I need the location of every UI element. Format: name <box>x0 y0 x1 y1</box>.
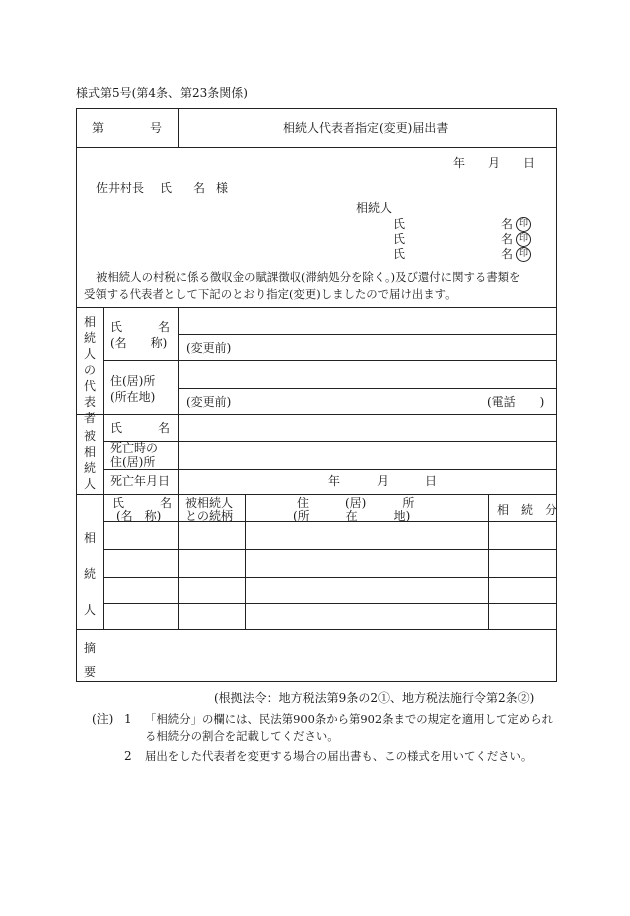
divider <box>178 108 179 147</box>
divider <box>178 388 557 389</box>
col-addr-1: 住 (居) 所 <box>297 496 415 510</box>
note-1-number: 1 <box>124 712 132 726</box>
addressee-mei: 名 <box>193 181 206 195</box>
divider <box>76 307 557 308</box>
note-1-line1: 「相続分」の欄には、民法第900条から第902条までの規定を適用して定められ <box>145 712 553 726</box>
form-number-label: 様式第5号(第4条、第23条関係) <box>76 86 248 100</box>
divider <box>103 603 557 604</box>
col-rel-1: 被相続人 <box>185 496 234 510</box>
legal-basis: (根拠法令：地方税法第9条の2①、地方税法施行令第2条②) <box>214 691 535 705</box>
divider <box>103 441 557 442</box>
deceased-addr-label-2: 住(居)所 <box>110 455 156 469</box>
deceased-date-month: 月 <box>377 474 390 488</box>
note-2-number: 2 <box>124 749 132 763</box>
seal-3-icon: 印 <box>516 247 531 262</box>
number-label: 第 <box>92 121 105 135</box>
remarks-label: 摘要 <box>83 641 96 679</box>
divider <box>76 147 557 148</box>
col-share: 相 続 分 <box>497 503 558 517</box>
seal-2-icon: 印 <box>516 232 531 247</box>
rep-name-before: (変更前) <box>186 341 232 355</box>
addressee-org: 佐井村長 <box>96 181 145 195</box>
deceased-addr-label-1: 死亡時の <box>110 441 159 455</box>
divider <box>76 414 557 415</box>
divider <box>103 307 104 629</box>
deceased-date-day: 日 <box>425 474 438 488</box>
deceased-date-label: 死亡年月日 <box>110 474 171 488</box>
rep-addr-label-2: (所在地) <box>110 390 156 404</box>
rep-phone: (電話 ) <box>487 395 545 409</box>
divider <box>103 469 557 470</box>
divider <box>76 629 557 630</box>
col-rel-2: との続柄 <box>185 509 234 523</box>
heir-2-mei: 名 印 <box>501 232 531 247</box>
deceased-name-label: 氏 名 <box>110 421 171 435</box>
col-addr-2: (所 在 地) <box>293 509 411 523</box>
divider <box>245 494 246 629</box>
addressee-shi: 氏 <box>160 181 173 195</box>
heirs-section-label: 相続人 <box>83 531 96 617</box>
date-month: 月 <box>488 156 501 170</box>
rep-name-label-1: 氏 名 <box>110 320 171 334</box>
divider <box>103 360 557 361</box>
rep-addr-label-1: 住(居)所 <box>110 374 156 388</box>
heir-1-mei: 名 印 <box>501 217 531 232</box>
form-title: 相続人代表者指定(変更)届出書 <box>283 121 449 135</box>
divider <box>103 549 557 550</box>
divider <box>178 307 179 494</box>
addressee-sama: 様 <box>216 181 229 195</box>
rep-addr-before: (変更前) <box>186 395 232 409</box>
divider <box>178 334 557 335</box>
representative-section-label: 相続人の代表者 <box>83 315 96 425</box>
body-text-line2: 受領する代表者として下記のとおり指定(変更)しましたので届け出ます。 <box>84 287 457 301</box>
divider <box>178 494 179 629</box>
deceased-section-label: 被相続人 <box>83 429 96 491</box>
rep-name-label-2: (名 称) <box>110 336 168 350</box>
heirs-sign-label: 相続人 <box>356 201 393 215</box>
body-text-line1: 被相続人の村税に係る徴収金の賦課徴収(滞納処分を除く。)及び還付に関する書類を <box>96 270 521 284</box>
heir-1-shi: 氏 <box>393 217 406 231</box>
divider <box>488 494 489 629</box>
note-2-text: 届出をした代表者を変更する場合の届出書も、この様式を用いてください。 <box>145 749 533 763</box>
date-year: 年 <box>453 156 466 170</box>
heir-3-mei: 名 印 <box>501 247 531 262</box>
date-day: 日 <box>523 156 536 170</box>
number-suffix: 号 <box>150 121 163 135</box>
col-name-2: (名 称) <box>116 509 162 523</box>
seal-1-icon: 印 <box>516 217 531 232</box>
divider <box>76 494 557 495</box>
heir-3-shi: 氏 <box>393 247 406 261</box>
deceased-date-year: 年 <box>328 474 341 488</box>
notes-prefix: (注) <box>92 712 114 726</box>
heir-2-shi: 氏 <box>393 232 406 246</box>
note-1-line2: る相続分の割合を記載してください。 <box>145 729 339 743</box>
divider <box>103 577 557 578</box>
col-name-1: 氏 名 <box>112 496 173 510</box>
